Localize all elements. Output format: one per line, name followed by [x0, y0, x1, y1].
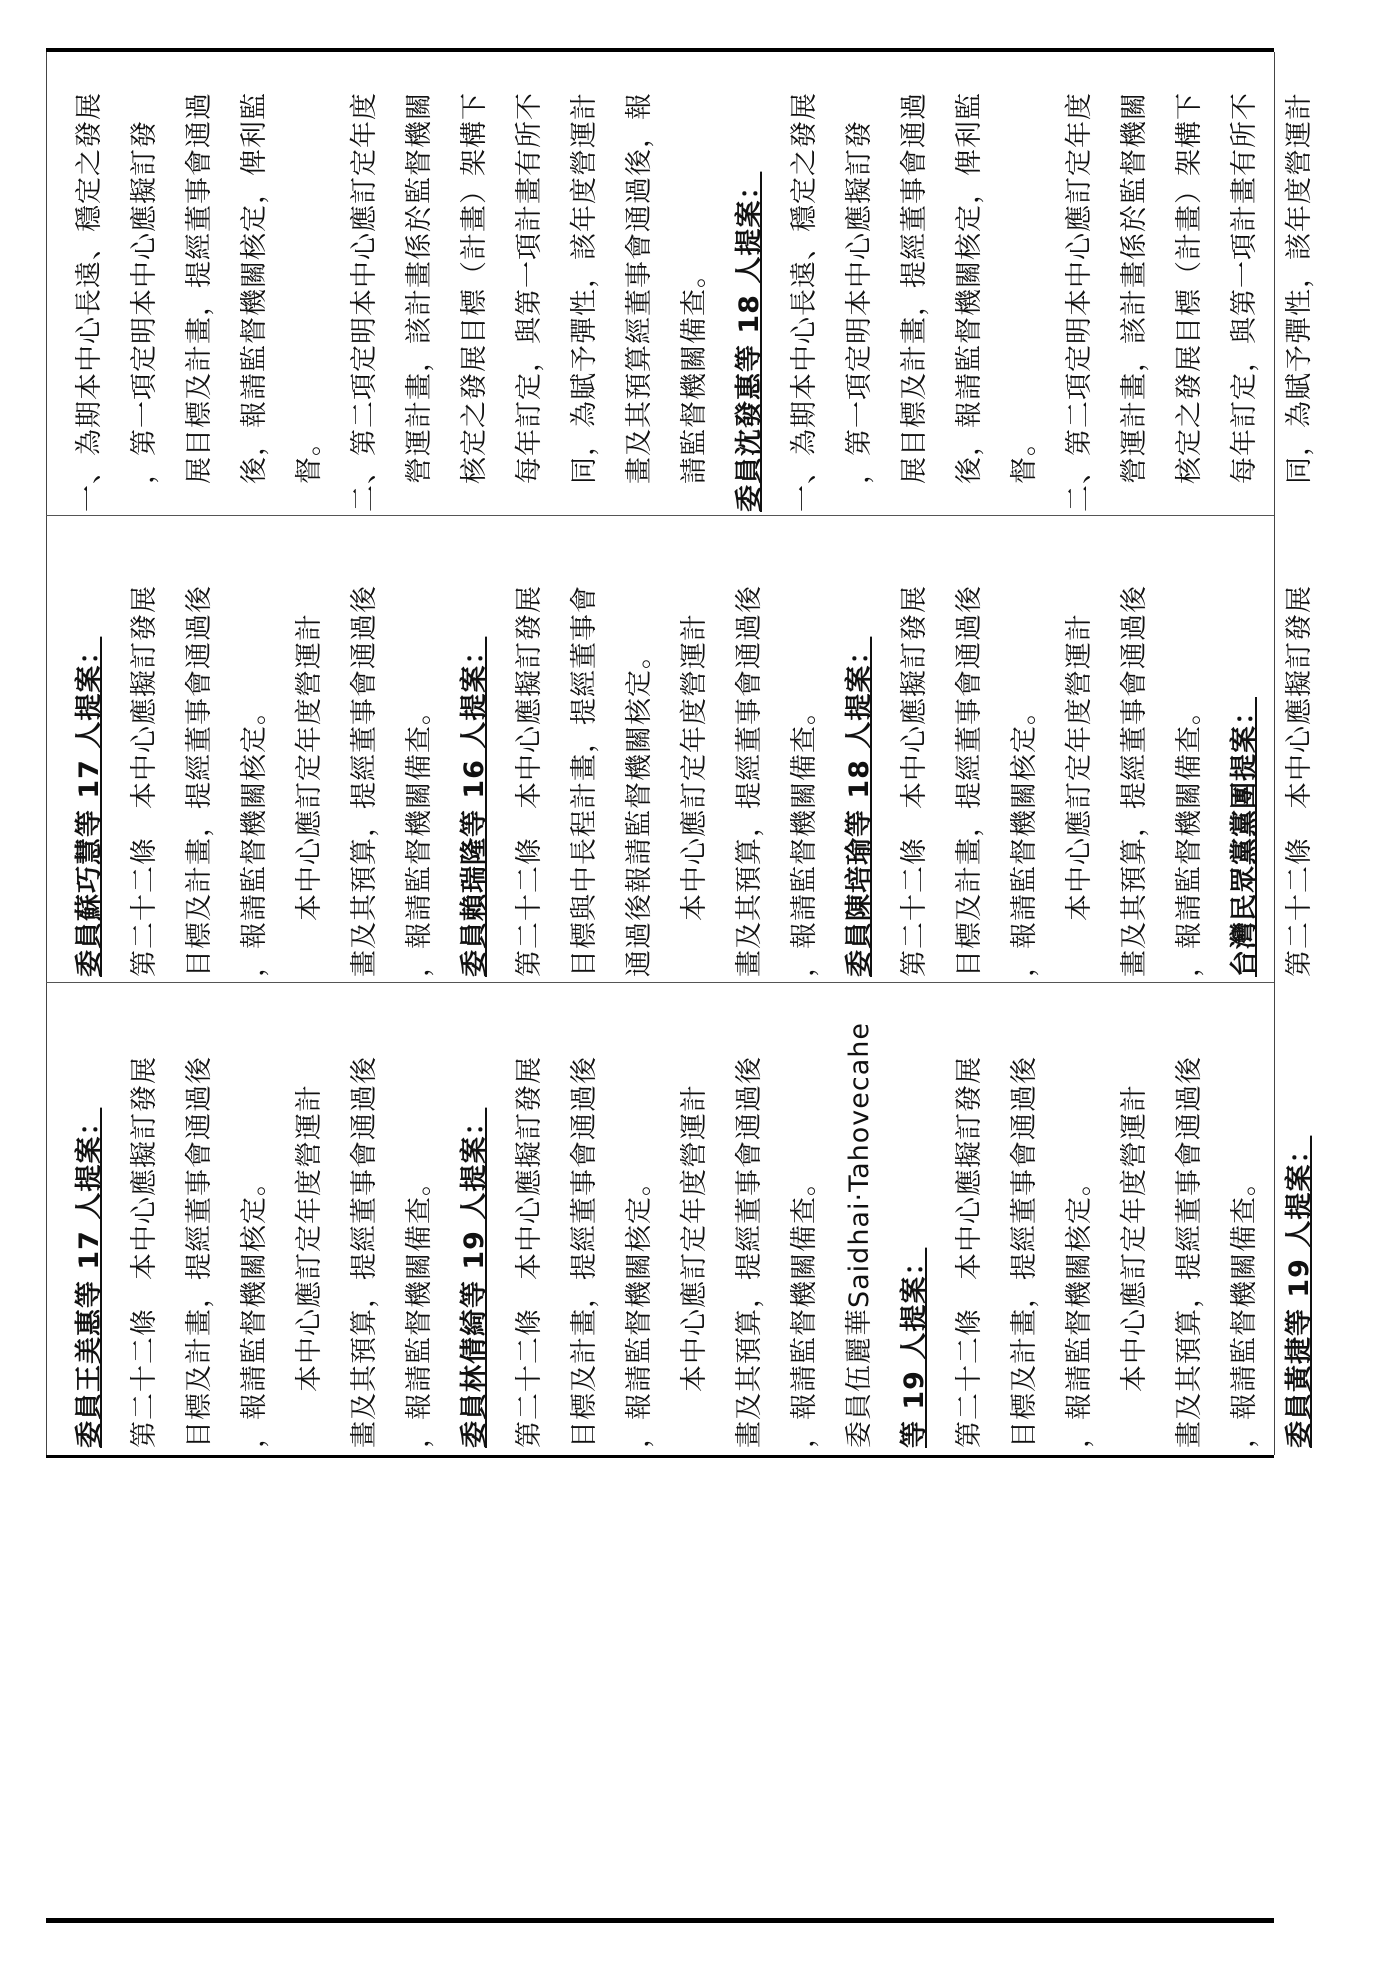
text-line: 目標與中長程計畫，提經董事會: [569, 585, 600, 977]
text-line: 委員王美惠等 17 人提案：: [74, 1107, 105, 1448]
text-line: 畫及其預算，提經董事會通過後: [734, 585, 765, 977]
text-line: 營運計畫，該計畫係於監督機關: [404, 92, 435, 512]
text-line: 委員賴瑞隆等 16 人提案：: [459, 636, 490, 977]
text-line: 第二十二條 本中心應擬訂發展: [129, 1056, 160, 1448]
text-line: 展目標及計畫，提經董事會通過: [899, 92, 930, 512]
text-line: 委員林倩綺等 19 人提案：: [459, 1107, 490, 1448]
middle-rule: [46, 1455, 1274, 1458]
text-line: 畫及其預算，提經董事會通過後: [1119, 585, 1150, 977]
text-line: 目標及計畫，提經董事會通過後: [569, 1056, 600, 1448]
text-line: 畫及其預算，提經董事會通過後: [734, 1056, 765, 1448]
text-line: 後，報請監督機關核定，俾利監: [954, 92, 985, 512]
text-line: 核定之發展目標（計畫）架構下: [459, 92, 490, 512]
bottom-rule: [46, 1918, 1274, 1923]
text-line: 督。: [1009, 428, 1040, 512]
text-line: 等 19 人提案：: [899, 1247, 930, 1448]
text-line: 委員伍麗華Saidhai‧Tahovecahe: [844, 1022, 875, 1448]
text-line: 通過後報請監督機關核定。: [624, 641, 655, 977]
text-line: ，第一項定明本中心應擬訂發: [844, 120, 875, 512]
text-line: ，報請監督機關核定。: [1009, 697, 1040, 977]
text-line: 本中心應訂定年度營運計: [679, 613, 710, 977]
top-rule: [46, 48, 1274, 52]
text-line: ，報請監督機關備查。: [404, 697, 435, 977]
text-line: 委員沈發惠等 18 人提案：: [734, 171, 765, 512]
text-line: ，報請監督機關備查。: [404, 1168, 435, 1448]
text-line: 同，為賦予彈性，該年度營運計: [569, 92, 600, 512]
text-line: 第二十二條 本中心應擬訂發展: [954, 1056, 985, 1448]
text-line: 本中心應訂定年度營運計: [1119, 1084, 1150, 1448]
text-line: 目標及計畫，提經董事會通過後: [184, 1056, 215, 1448]
text-line: 第二十二條 本中心應擬訂發展: [514, 585, 545, 977]
text-line: 目標及計畫，提經董事會通過後: [1009, 1056, 1040, 1448]
text-line: 核定之發展目標（計畫）架構下: [1174, 92, 1205, 512]
text-line: 畫及其預算，提經董事會通過後: [349, 585, 380, 977]
text-line: 本中心應訂定年度營運計: [1064, 613, 1095, 977]
text-line: ，報請監督機關備查。: [1174, 697, 1205, 977]
text-line: 請監督機關備查。: [679, 260, 710, 512]
text-line: 第二十二條 本中心應擬訂發展: [899, 585, 930, 977]
text-line: 展目標及計畫，提經董事會通過: [184, 92, 215, 512]
text-line: 本中心應訂定年度營運計: [679, 1084, 710, 1448]
text-line: 二、第二項定明本中心應訂定年度: [349, 92, 380, 512]
left-border: [46, 52, 47, 1455]
text-line: 委員蘇巧慧等 17 人提案：: [74, 636, 105, 977]
text-line: 本中心應訂定年度營運計: [294, 1084, 325, 1448]
text-line: 每年訂定，與第一項計畫有所不: [514, 92, 545, 512]
text-line: 督。: [294, 428, 325, 512]
text-line: 目標及計畫，提經董事會通過後: [184, 585, 215, 977]
text-line: 二、第二項定明本中心應訂定年度: [1064, 92, 1095, 512]
text-line: ，報請監督機關核定。: [239, 1168, 270, 1448]
text-line: 每年訂定，與第一項計畫有所不: [1229, 92, 1260, 512]
text-line: ，報請監督機關備查。: [1229, 1168, 1260, 1448]
text-line: 畫及其預算，提經董事會通過後: [1174, 1056, 1205, 1448]
text-line: ，報請監督機關備查。: [789, 697, 820, 977]
right-border: [1274, 52, 1275, 1455]
text-line: 同，為賦予彈性，該年度營運計: [1284, 92, 1315, 512]
text-line: 一、為期本中心長遠、穩定之發展: [74, 92, 105, 512]
text-line: ，報請監督機關備查。: [789, 1168, 820, 1448]
text-line: 後，報請監督機關核定，俾利監: [239, 92, 270, 512]
text-line: 委員陳培瑜等 18 人提案：: [844, 636, 875, 977]
panel-divider: [46, 515, 1274, 516]
text-line: ，報請監督機關核定。: [239, 697, 270, 977]
text-line: 目標及計畫，提經董事會通過後: [954, 585, 985, 977]
text-line: 一、為期本中心長遠、穩定之發展: [789, 92, 820, 512]
text-line: 畫及其預算，提經董事會通過後: [349, 1056, 380, 1448]
text-line: 本中心應訂定年度營運計: [294, 613, 325, 977]
text-line: 第二十二條 本中心應擬訂發展: [129, 585, 160, 977]
text-line: ，報請監督機關核定。: [1064, 1168, 1095, 1448]
text-line: 第二十二條 本中心應擬訂發展: [1284, 585, 1315, 977]
text-line: 委員黃捷等 19 人提案：: [1284, 1135, 1315, 1448]
text-line: 畫及其預算經董事會通過後，報: [624, 92, 655, 512]
text-line: ，報請監督機關核定。: [624, 1168, 655, 1448]
panel-divider: [46, 982, 1274, 983]
text-line: 台灣民眾黨黨團提案：: [1229, 697, 1260, 977]
text-line: 第二十二條 本中心應擬訂發展: [514, 1056, 545, 1448]
text-line: ，第一項定明本中心應擬訂發: [129, 120, 160, 512]
text-line: 營運計畫，該計畫係於監督機關: [1119, 92, 1150, 512]
